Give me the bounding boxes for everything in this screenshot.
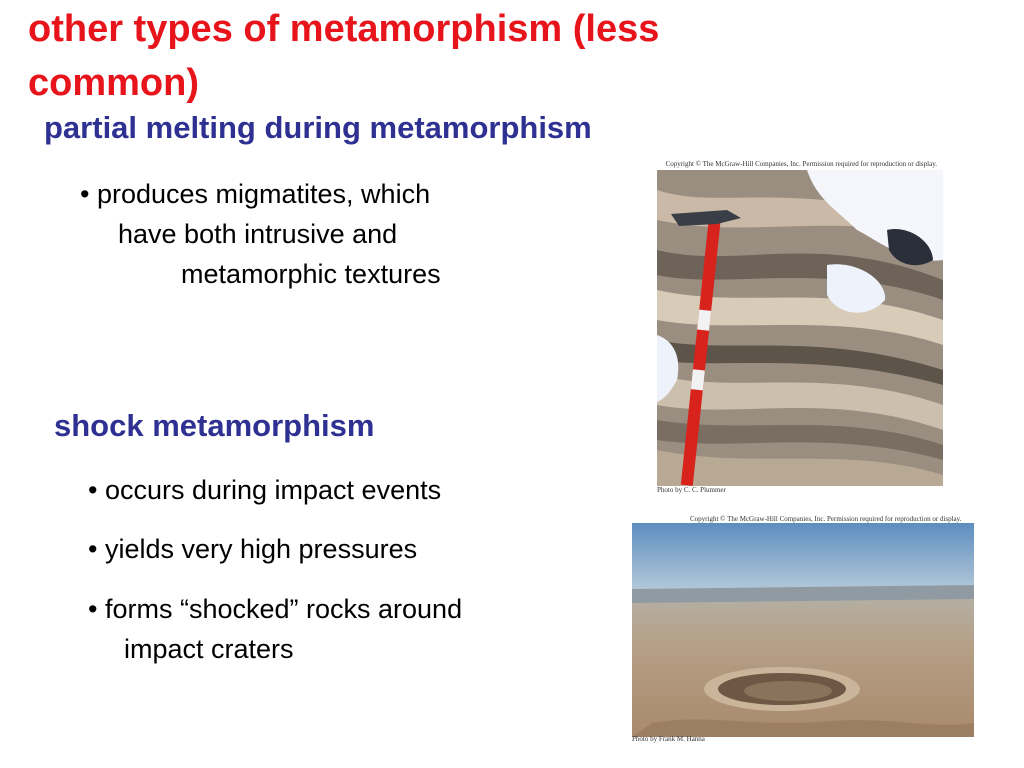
crater-image [632, 523, 974, 737]
photo-credit: Photo by Frank M. Hanna [632, 735, 705, 743]
section-heading-shock: shock metamorphism [54, 408, 375, 443]
bullet-impact-events [88, 470, 441, 510]
photo-credit: Photo by C. C. Plummer [657, 486, 726, 494]
bullet-shocked-rocks [88, 589, 462, 669]
bullet-line: • yields very high pressures [88, 534, 418, 564]
crater-photo [630, 513, 974, 745]
bullet-line: • occurs during impact events [88, 475, 442, 505]
photo-copyright: Copyright © The McGraw-Hill Companies, Inc. Permission required for reproduction or display. [665, 160, 937, 168]
bullet-line: have both intrusive and [118, 219, 398, 249]
migmatite-photo [655, 160, 945, 498]
bullet-line: impact craters [124, 634, 294, 664]
bullet-migmatites [80, 174, 441, 294]
section-heading-partial-melting: partial melting during metamorphism [44, 110, 592, 145]
bullet-high-pressures [88, 529, 417, 569]
bullet-line: • forms “shocked” rocks around [88, 594, 463, 624]
bullet-line: metamorphic textures [181, 259, 441, 289]
photo-copyright: Copyright © The McGraw-Hill Companies, Inc. Permission required for reproduction or display. [690, 515, 962, 523]
slide-title: other types of metamorphism (less common) [28, 8, 660, 104]
bullet-line: • produces migmatites, which [80, 179, 431, 209]
migmatite-image [657, 170, 943, 486]
